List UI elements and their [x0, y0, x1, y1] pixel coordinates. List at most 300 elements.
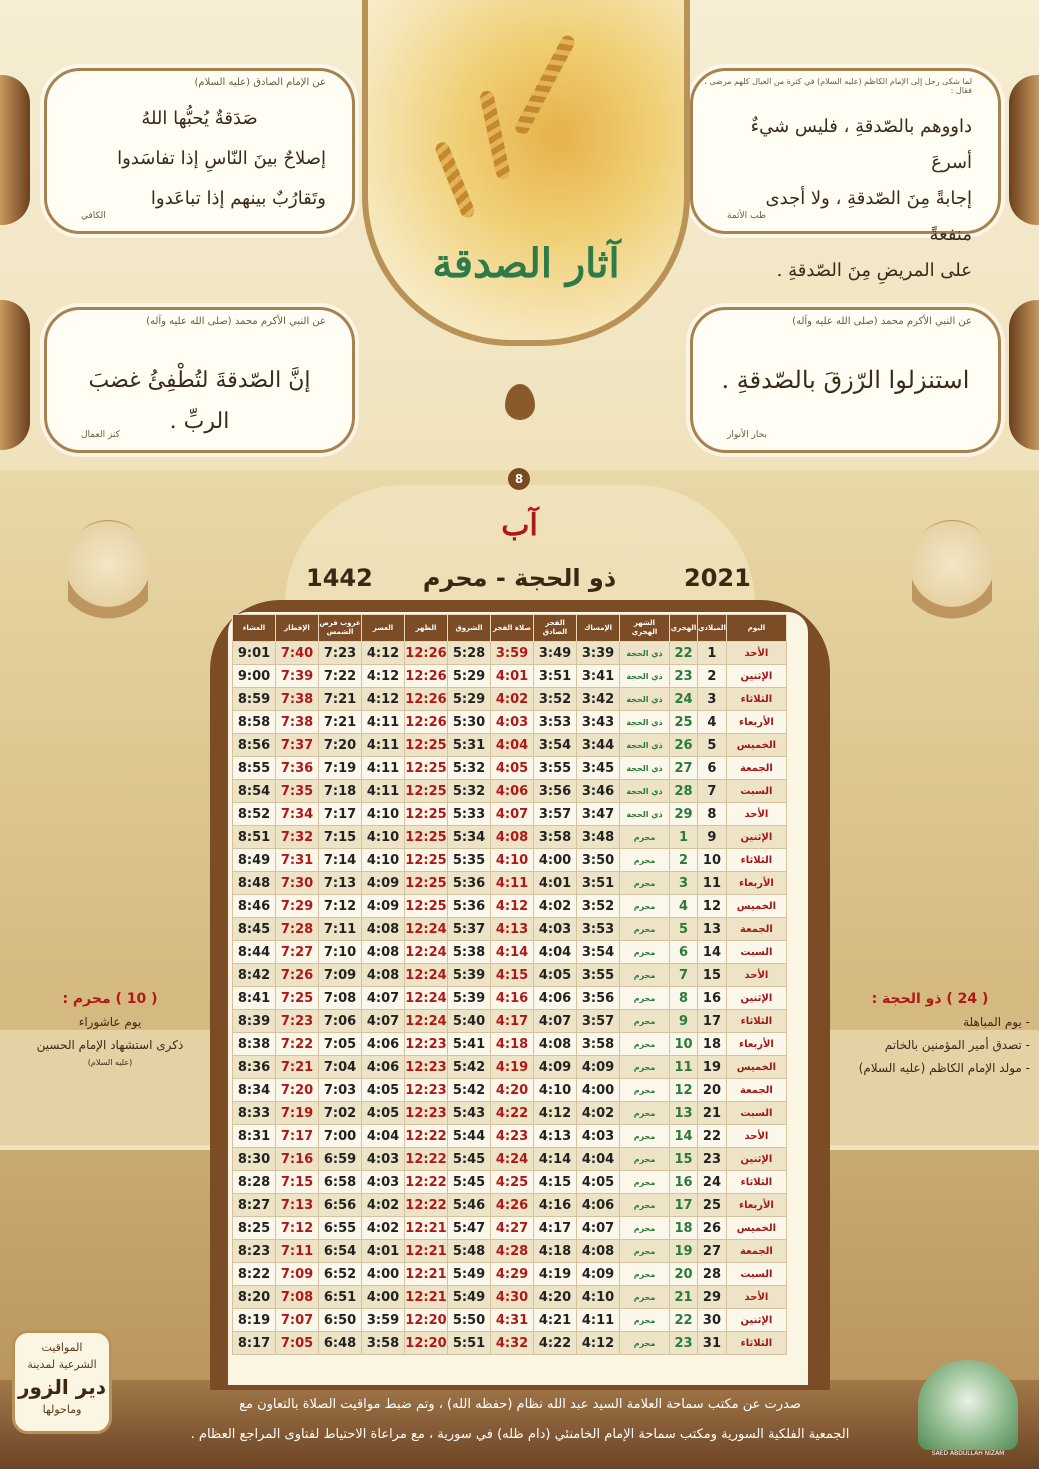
table-cell: 4:08: [362, 941, 405, 964]
table-cell: 4:10: [362, 803, 405, 826]
quote-source: عن النبي الأكرم محمد (صلى الله عليه وآله): [792, 316, 972, 327]
table-cell: 4:03: [577, 1125, 620, 1148]
table-cell: 3:44: [577, 734, 620, 757]
table-cell: 4:00: [362, 1263, 405, 1286]
table-row: [233, 987, 787, 1010]
table-cell: 12:25: [405, 826, 448, 849]
table-cell: 7:30: [276, 872, 319, 895]
table-cell: الإثنين: [726, 1148, 786, 1171]
quote-reference: الكافي: [81, 211, 106, 221]
table-cell: الثلاثاء: [726, 849, 786, 872]
table-cell: 5:32: [448, 757, 491, 780]
table-row: [233, 1309, 787, 1332]
table-cell: 4:25: [491, 1171, 534, 1194]
table-cell: 3:48: [577, 826, 620, 849]
table-row: [233, 1171, 787, 1194]
table-cell: 1: [670, 826, 698, 849]
table-cell: 4:11: [362, 780, 405, 803]
table-cell: 8:45: [233, 918, 276, 941]
table-cell: الخميس: [726, 1217, 786, 1240]
table-cell: 9: [698, 826, 727, 849]
table-cell: محرم: [620, 1125, 670, 1148]
table-cell: 12:24: [405, 987, 448, 1010]
table-cell: 4:05: [362, 1079, 405, 1102]
table-row: [233, 1033, 787, 1056]
table-cell: 4:20: [491, 1079, 534, 1102]
table-cell: 3:42: [577, 688, 620, 711]
table-cell: ذي الحجة: [620, 688, 670, 711]
table-cell: 8:17: [233, 1332, 276, 1355]
table-cell: الأحد: [726, 1125, 786, 1148]
table-cell: 4:09: [577, 1056, 620, 1079]
table-row: [233, 964, 787, 987]
table-cell: الإثنين: [726, 1309, 786, 1332]
table-cell: الثلاثاء: [726, 1010, 786, 1033]
table-cell: 4:02: [362, 1194, 405, 1217]
table-cell: 5:33: [448, 803, 491, 826]
table-cell: 4:07: [362, 987, 405, 1010]
table-cell: 8:20: [233, 1286, 276, 1309]
table-cell: 12:23: [405, 1079, 448, 1102]
table-cell: محرم: [620, 1056, 670, 1079]
table-cell: 4:22: [534, 1332, 577, 1355]
quote-source: عن الإمام الصادق (عليه السلام): [194, 77, 326, 88]
table-cell: 8:25: [233, 1217, 276, 1240]
table-cell: 7:12: [319, 895, 362, 918]
table-cell: 12:21: [405, 1217, 448, 1240]
table-cell: الأحد: [726, 803, 786, 826]
table-cell: 7:15: [319, 826, 362, 849]
quote-card-top-left: [44, 68, 355, 234]
table-cell: 18: [670, 1217, 698, 1240]
wheat-image: [479, 90, 511, 181]
wheat-image: [434, 140, 477, 219]
table-cell: 4:21: [534, 1309, 577, 1332]
table-cell: 4:14: [491, 941, 534, 964]
table-cell: 7:22: [276, 1033, 319, 1056]
table-cell: 8:52: [233, 803, 276, 826]
table-cell: الإثنين: [726, 665, 786, 688]
table-row: [233, 1010, 787, 1033]
table-cell: 4:29: [491, 1263, 534, 1286]
table-cell: محرم: [620, 1148, 670, 1171]
table-cell: 3:56: [577, 987, 620, 1010]
table-cell: 4:10: [577, 1286, 620, 1309]
table-row: [233, 1079, 787, 1102]
table-cell: الجمعة: [726, 1240, 786, 1263]
table-cell: 5:46: [448, 1194, 491, 1217]
prayer-times-table: [232, 614, 787, 1355]
table-cell: الأحد: [726, 964, 786, 987]
table-cell: 27: [670, 757, 698, 780]
occasion-item: ذكرى استشهاد الإمام الحسين: [36, 1038, 184, 1052]
column-header: الشهر الهجري: [620, 615, 670, 642]
table-cell: 4:02: [577, 1102, 620, 1125]
table-cell: 3:39: [577, 642, 620, 665]
table-cell: 15: [670, 1148, 698, 1171]
quote-source: لما شكى رجل إلى الإمام الكاظم (عليه السلام) في كثرة من العيال كلهم مرضى ، فقال :: [704, 77, 972, 95]
table-cell: محرم: [620, 1240, 670, 1263]
quote-text: استنزلوا الرّزقَ بالصّدقةِ .: [721, 366, 970, 394]
table-cell: الإثنين: [726, 826, 786, 849]
table-cell: 12:22: [405, 1194, 448, 1217]
occasion-heading: ( 10 ) محرم :: [62, 991, 158, 1007]
table-cell: 6:54: [319, 1240, 362, 1263]
table-cell: 7:17: [319, 803, 362, 826]
table-cell: 4:19: [491, 1056, 534, 1079]
table-cell: 7:37: [276, 734, 319, 757]
table-cell: 8:36: [233, 1056, 276, 1079]
table-cell: محرم: [620, 941, 670, 964]
table-cell: 5:49: [448, 1286, 491, 1309]
table-row: [233, 711, 787, 734]
table-row: [233, 849, 787, 872]
table-cell: 16: [698, 987, 727, 1010]
table-cell: 3:47: [577, 803, 620, 826]
table-row: [233, 1286, 787, 1309]
table-cell: 3:58: [534, 826, 577, 849]
table-cell: 4:19: [534, 1263, 577, 1286]
table-cell: 5:40: [448, 1010, 491, 1033]
table-cell: 3:53: [577, 918, 620, 941]
table-cell: 1: [698, 642, 727, 665]
table-cell: 3:41: [577, 665, 620, 688]
table-cell: 4:05: [362, 1102, 405, 1125]
table-cell: 5:45: [448, 1171, 491, 1194]
table-cell: 7:08: [319, 987, 362, 1010]
table-cell: 7:04: [319, 1056, 362, 1079]
table-cell: 4:17: [491, 1010, 534, 1033]
table-cell: محرم: [620, 1332, 670, 1355]
column-header: الهجري: [670, 615, 698, 642]
table-cell: 3:56: [534, 780, 577, 803]
table-cell: 8:27: [233, 1194, 276, 1217]
table-cell: 6:48: [319, 1332, 362, 1355]
quote-text: إنَّ الصّدقةَ لتُطْفِئُ غضبَ الربِّ .: [88, 368, 311, 434]
table-cell: محرم: [620, 987, 670, 1010]
column-header: الشروق: [448, 615, 491, 642]
table-header-row: [233, 615, 787, 642]
table-cell: 3:54: [577, 941, 620, 964]
table-cell: 5:29: [448, 665, 491, 688]
table-cell: 4:03: [362, 1148, 405, 1171]
table-cell: 4:11: [491, 872, 534, 895]
city-box: المواقيت الشرعية لمدينة دير الزور وماحولها: [12, 1330, 112, 1434]
table-cell: 12:20: [405, 1309, 448, 1332]
table-cell: 8:30: [233, 1148, 276, 1171]
wheat-banner: [362, 0, 690, 346]
table-cell: 8:48: [233, 872, 276, 895]
table-cell: 5:37: [448, 918, 491, 941]
table-cell: 7:28: [276, 918, 319, 941]
table-row: [233, 642, 787, 665]
table-cell: ذي الحجة: [620, 780, 670, 803]
table-cell: 5:50: [448, 1309, 491, 1332]
table-cell: 12:24: [405, 1010, 448, 1033]
table-cell: 7:36: [276, 757, 319, 780]
table-cell: 7:14: [319, 849, 362, 872]
table-cell: الأربعاء: [726, 872, 786, 895]
table-row: [233, 1217, 787, 1240]
table-cell: 3:51: [577, 872, 620, 895]
table-cell: 8:46: [233, 895, 276, 918]
table-cell: 12:24: [405, 964, 448, 987]
table-cell: 12:21: [405, 1240, 448, 1263]
table-cell: 3:57: [577, 1010, 620, 1033]
table-cell: 23: [670, 665, 698, 688]
table-cell: 7:39: [276, 665, 319, 688]
table-cell: 5:35: [448, 849, 491, 872]
table-row: [233, 1148, 787, 1171]
table-cell: 4:00: [577, 1079, 620, 1102]
table-cell: محرم: [620, 1217, 670, 1240]
table-cell: 7:19: [319, 757, 362, 780]
table-cell: ذي الحجة: [620, 757, 670, 780]
table-cell: 21: [670, 1286, 698, 1309]
table-cell: الثلاثاء: [726, 1332, 786, 1355]
office-seal-logo: [918, 1360, 1018, 1450]
table-cell: 16: [670, 1171, 698, 1194]
table-cell: 7: [670, 964, 698, 987]
table-cell: محرم: [620, 964, 670, 987]
table-cell: 11: [670, 1056, 698, 1079]
table-cell: 3:49: [534, 642, 577, 665]
table-cell: محرم: [620, 872, 670, 895]
table-cell: 26: [670, 734, 698, 757]
table-cell: 4:09: [534, 1056, 577, 1079]
table-cell: 7:11: [319, 918, 362, 941]
table-cell: 25: [670, 711, 698, 734]
table-cell: 5:36: [448, 895, 491, 918]
table-cell: السبت: [726, 780, 786, 803]
table-cell: 3:51: [534, 665, 577, 688]
table-cell: 8:39: [233, 1010, 276, 1033]
table-cell: 8:55: [233, 757, 276, 780]
table-cell: 12: [698, 895, 727, 918]
table-cell: السبت: [726, 941, 786, 964]
table-cell: محرم: [620, 826, 670, 849]
table-cell: 7:21: [319, 688, 362, 711]
table-cell: 3:55: [577, 964, 620, 987]
table-cell: 29: [698, 1286, 727, 1309]
table-cell: 3: [698, 688, 727, 711]
table-cell: 7:00: [319, 1125, 362, 1148]
table-cell: 8:44: [233, 941, 276, 964]
table-cell: 3:53: [534, 711, 577, 734]
table-cell: 7:07: [276, 1309, 319, 1332]
table-cell: 7:20: [319, 734, 362, 757]
table-cell: 7:05: [276, 1332, 319, 1355]
table-cell: محرم: [620, 1033, 670, 1056]
table-cell: 7:12: [276, 1217, 319, 1240]
table-cell: 7:21: [276, 1056, 319, 1079]
table-cell: 7:06: [319, 1010, 362, 1033]
table-cell: 4:05: [577, 1171, 620, 1194]
table-cell: 12:23: [405, 1056, 448, 1079]
table-cell: 5:48: [448, 1240, 491, 1263]
table-cell: 4:07: [577, 1217, 620, 1240]
table-cell: 4:13: [534, 1125, 577, 1148]
table-row: [233, 895, 787, 918]
table-cell: 17: [698, 1010, 727, 1033]
table-cell: الثلاثاء: [726, 1171, 786, 1194]
table-cell: 21: [698, 1102, 727, 1125]
table-cell: 4:12: [534, 1102, 577, 1125]
table-cell: 8:59: [233, 688, 276, 711]
table-cell: 22: [670, 642, 698, 665]
table-cell: 4:10: [362, 826, 405, 849]
table-cell: 5:49: [448, 1263, 491, 1286]
table-cell: 3:59: [362, 1309, 405, 1332]
table-cell: 3:58: [577, 1033, 620, 1056]
table-cell: 4:15: [491, 964, 534, 987]
table-cell: 3:55: [534, 757, 577, 780]
table-cell: 8:56: [233, 734, 276, 757]
table-cell: 4:06: [362, 1056, 405, 1079]
table-cell: 5:28: [448, 642, 491, 665]
table-cell: 4:08: [534, 1033, 577, 1056]
table-row: [233, 941, 787, 964]
table-cell: 31: [698, 1332, 727, 1355]
table-cell: 8:33: [233, 1102, 276, 1125]
table-cell: 5:44: [448, 1125, 491, 1148]
column-header: الفجر الصادق: [534, 615, 577, 642]
table-cell: 3:52: [534, 688, 577, 711]
table-cell: 5:29: [448, 688, 491, 711]
table-cell: 4:12: [362, 688, 405, 711]
quote-source: عن النبي الأكرم محمد (صلى الله عليه وآله): [146, 316, 326, 327]
side-ornament-right-mid: [1009, 300, 1039, 450]
table-cell: 5:34: [448, 826, 491, 849]
table-cell: 4:08: [362, 918, 405, 941]
occasions-right: [830, 988, 1030, 1080]
table-cell: الجمعة: [726, 918, 786, 941]
table-cell: 12:21: [405, 1286, 448, 1309]
table-cell: 4:00: [362, 1286, 405, 1309]
table-cell: 7: [698, 780, 727, 803]
table-cell: 22: [698, 1125, 727, 1148]
table-cell: 4:31: [491, 1309, 534, 1332]
table-cell: 12:22: [405, 1171, 448, 1194]
table-cell: 5:38: [448, 941, 491, 964]
table-cell: 5:41: [448, 1033, 491, 1056]
table-cell: 4:17: [534, 1217, 577, 1240]
table-row: [233, 734, 787, 757]
occasion-item: - تصدق أمير المؤمنين بالخاتم: [884, 1038, 1030, 1052]
table-cell: 4:14: [534, 1148, 577, 1171]
table-cell: 6: [698, 757, 727, 780]
table-cell: 4:06: [362, 1033, 405, 1056]
column-header: الإمساك: [577, 615, 620, 642]
quote-reference: كنز العمال: [81, 430, 120, 440]
table-cell: 23: [698, 1148, 727, 1171]
quote-card-mid-left: [44, 307, 355, 453]
table-cell: 4:12: [491, 895, 534, 918]
table-cell: ذي الحجة: [620, 642, 670, 665]
table-cell: محرم: [620, 895, 670, 918]
table-cell: 5: [698, 734, 727, 757]
table-cell: 4:26: [491, 1194, 534, 1217]
table-cell: 4:10: [534, 1079, 577, 1102]
table-cell: 6: [670, 941, 698, 964]
table-cell: 4:04: [491, 734, 534, 757]
table-row: [233, 872, 787, 895]
table-cell: 4:01: [362, 1240, 405, 1263]
column-header: الإفطار: [276, 615, 319, 642]
table-cell: 4:11: [577, 1309, 620, 1332]
table-cell: 6:52: [319, 1263, 362, 1286]
table-cell: 3:45: [577, 757, 620, 780]
table-cell: الأربعاء: [726, 1033, 786, 1056]
table-cell: 8:23: [233, 1240, 276, 1263]
table-cell: 30: [698, 1309, 727, 1332]
table-cell: 5:39: [448, 987, 491, 1010]
side-ornament-left-top: [0, 75, 30, 225]
table-cell: 4:18: [491, 1033, 534, 1056]
table-cell: 12:22: [405, 1125, 448, 1148]
quote-text: صَدَقةٌ يُحبُّها اللهُ إصلاحٌ بينَ النّاسِ إذا تفاسَدوا وتَقارُبٌ بينهم إذا تباعَدوا: [117, 108, 326, 209]
table-cell: 12:26: [405, 642, 448, 665]
table-cell: 25: [698, 1194, 727, 1217]
table-cell: 4:05: [491, 757, 534, 780]
table-cell: الجمعة: [726, 1079, 786, 1102]
table-cell: 3:59: [491, 642, 534, 665]
table-cell: 4:24: [491, 1148, 534, 1171]
table-cell: 8: [698, 803, 727, 826]
table-cell: 12:20: [405, 1332, 448, 1355]
table-cell: 4:02: [362, 1217, 405, 1240]
table-cell: 4:23: [491, 1125, 534, 1148]
table-cell: 7:02: [319, 1102, 362, 1125]
table-cell: 7:40: [276, 642, 319, 665]
table-cell: 12: [670, 1079, 698, 1102]
table-cell: محرم: [620, 1079, 670, 1102]
table-cell: 5:30: [448, 711, 491, 734]
table-cell: 7:11: [276, 1240, 319, 1263]
table-cell: 5:47: [448, 1217, 491, 1240]
table-cell: 6:51: [319, 1286, 362, 1309]
table-cell: 8:19: [233, 1309, 276, 1332]
table-cell: 4:11: [362, 711, 405, 734]
table-cell: 7:13: [319, 872, 362, 895]
table-cell: 8:34: [233, 1079, 276, 1102]
table-cell: 22: [670, 1309, 698, 1332]
table-cell: 17: [670, 1194, 698, 1217]
table-cell: 4:11: [362, 734, 405, 757]
table-cell: 14: [670, 1125, 698, 1148]
footer-note: صدرت عن مكتب سماحة العلامة السيد عبد الله نظام (حفظه الله) ، وتم ضبط مواقيت الصلاة بالتعاون مع الجمعية الفلكية السورية ومكتب سماحة الإمام الخامنئي (دام ظله) في سورية ، مع مراعاة الاحتياط لفتاوى المراجع العظام .: [190, 1397, 850, 1442]
table-cell: 7:32: [276, 826, 319, 849]
table-cell: 5:36: [448, 872, 491, 895]
table-row: [233, 688, 787, 711]
gregorian-month: آب: [501, 508, 538, 543]
table-cell: 7:31: [276, 849, 319, 872]
table-cell: 8:51: [233, 826, 276, 849]
table-cell: محرم: [620, 1309, 670, 1332]
table-row: [233, 780, 787, 803]
table-cell: 4:04: [577, 1148, 620, 1171]
table-cell: 24: [670, 688, 698, 711]
table-cell: 4:05: [534, 964, 577, 987]
table-cell: 7:15: [276, 1171, 319, 1194]
table-cell: 5:51: [448, 1332, 491, 1355]
table-cell: 4:11: [362, 757, 405, 780]
table-cell: 5:45: [448, 1148, 491, 1171]
table-cell: 8:41: [233, 987, 276, 1010]
table-cell: 19: [698, 1056, 727, 1079]
table-cell: 3:50: [577, 849, 620, 872]
table-cell: 4:20: [534, 1286, 577, 1309]
